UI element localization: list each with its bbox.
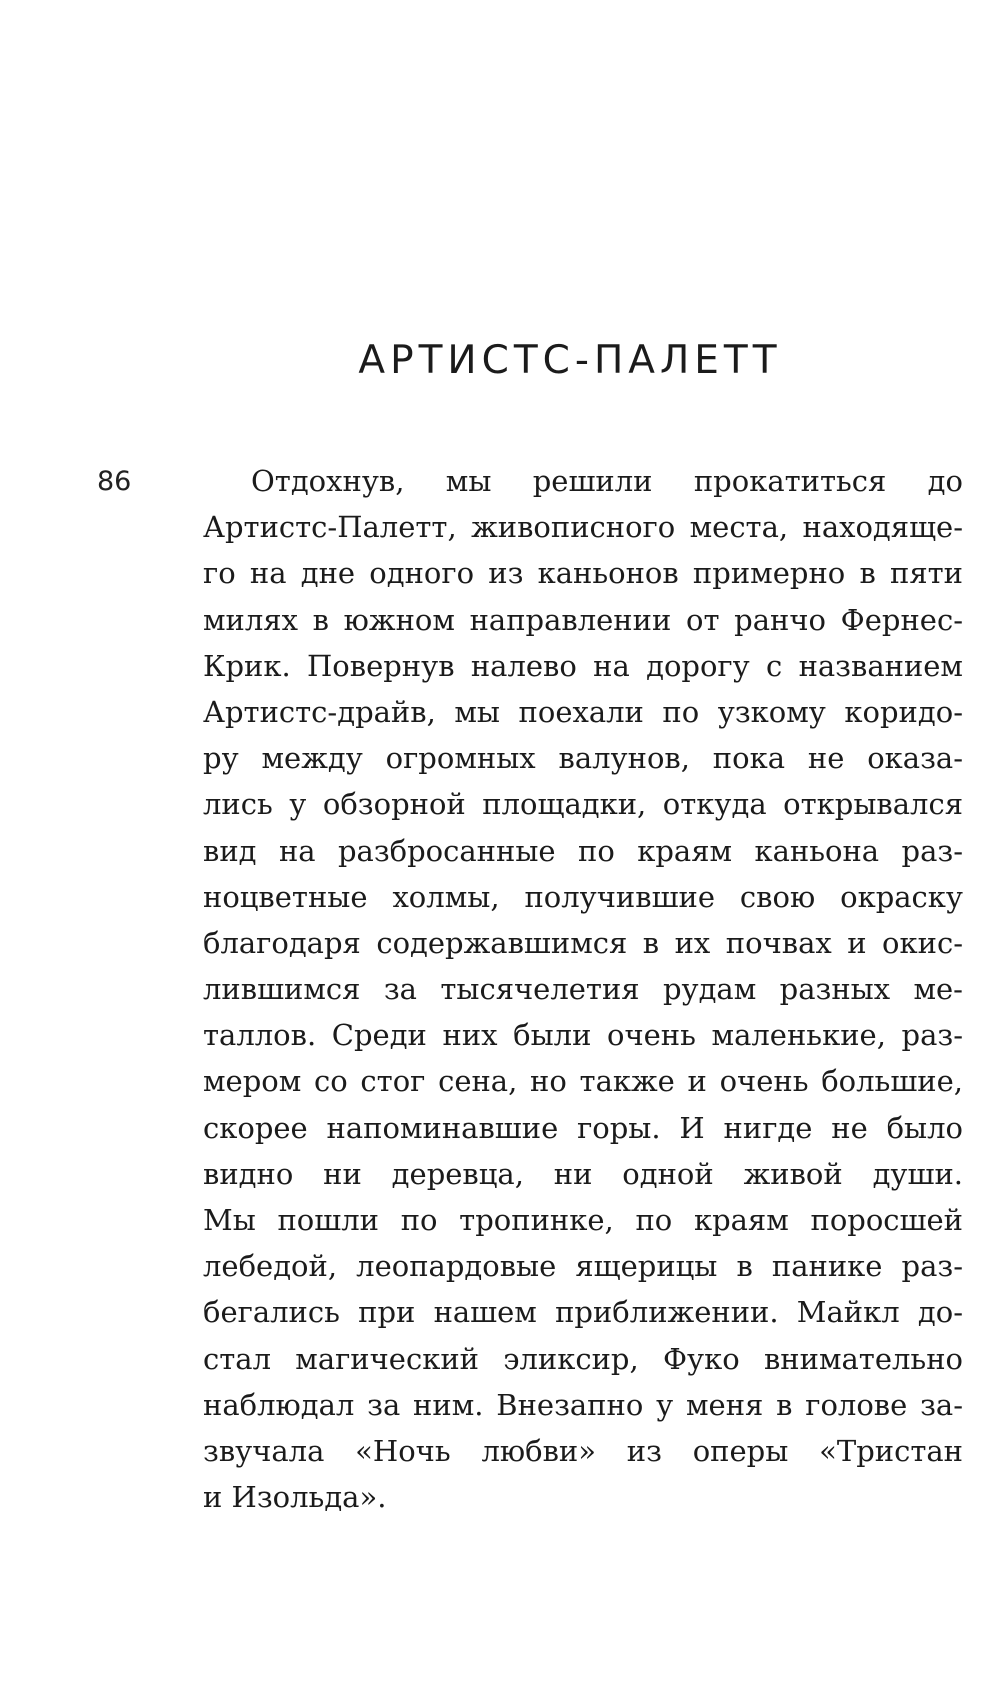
text-line: звучала «Ночь любви» из оперы «Тристан (203, 1433, 963, 1468)
text-line: го на дне одного из каньонов примерно в пяти (203, 556, 963, 591)
text-line: бегались при нашем приближении. Майкл до- (203, 1295, 963, 1330)
text-line: стал магический эликсир, Фуко внимательно (203, 1341, 963, 1376)
text-line: милях в южном направлении от ранчо Фернес- (203, 602, 963, 637)
text-line: Отдохнув, мы решили прокатиться до (251, 464, 963, 498)
page-number: 86 (97, 466, 132, 497)
text-line: Мы пошли по тропинке, по краям поросшей (203, 1203, 963, 1237)
text-line: лись у обзорной площадки, откуда открывался (203, 787, 963, 822)
body-paragraph (203, 458, 963, 1520)
text-line: лебедой, леопардовые ящерицы в панике раз- (203, 1249, 963, 1284)
text-line: Артистс-Палетт, живописного места, находяще- (203, 510, 963, 545)
text-line: видно ни деревца, ни одной живой души. (203, 1156, 963, 1191)
text-line: лившимся за тысячелетия рудам разных ме- (203, 972, 963, 1007)
text-line: ноцветные холмы, получившие свою окраску (203, 879, 963, 914)
text-line: ру между огромных валунов, пока не оказа- (203, 741, 963, 776)
text-line: Крик. Повернув налево на дорогу с названием (203, 648, 963, 683)
text-line: скорее напоминавшие горы. И нигде не было (203, 1110, 963, 1145)
text-line: и Изольда». (203, 1480, 387, 1515)
text-line: благодаря содержавшимся в их почвах и окис- (203, 925, 963, 960)
text-line: наблюдал за ним. Внезапно у меня в голове за- (203, 1387, 963, 1422)
text-line: вид на разбросанные по краям каньона раз- (203, 833, 963, 868)
text-line: таллов. Среди них были очень маленькие, раз- (203, 1018, 963, 1053)
chapter-title: АРТИСТС-ПАЛЕТТ (358, 338, 782, 383)
text-line: Артистс-драйв, мы поехали по узкому коридо- (203, 694, 963, 729)
text-line: мером со стог сена, но также и очень большие, (203, 1064, 963, 1099)
